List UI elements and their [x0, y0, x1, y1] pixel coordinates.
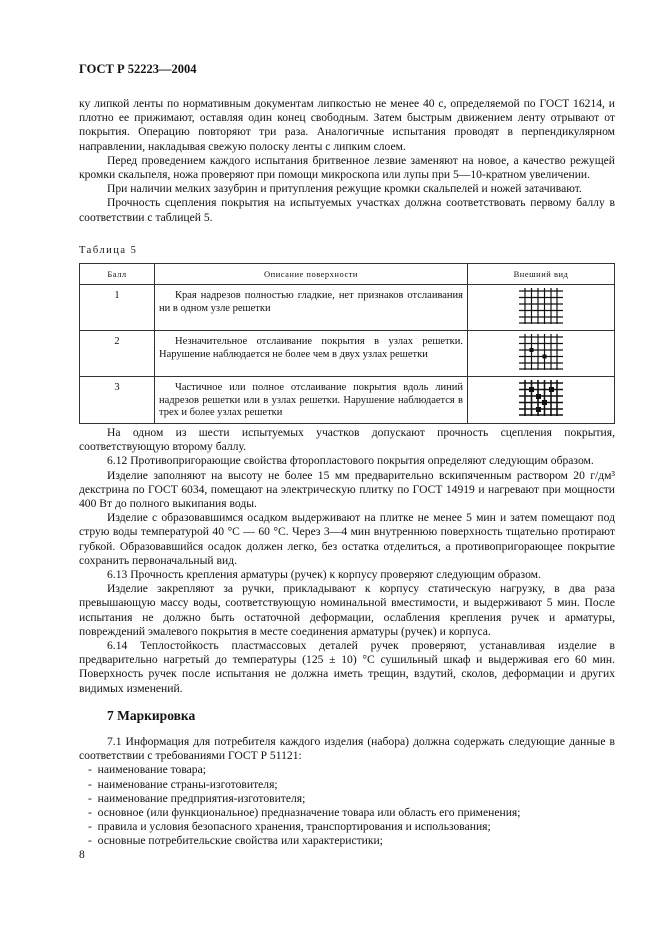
- page-header: ГОСТ Р 52223—2004: [79, 62, 197, 76]
- lattice-grade-3-image: [517, 379, 565, 417]
- header-score: Балл: [80, 264, 155, 285]
- description-cell: [155, 331, 468, 377]
- table-header-row: [80, 264, 615, 285]
- paragraph: 6.12 Противопригорающие свойства фторопластового покрытия определяют следующим образом.: [107, 454, 594, 468]
- score-cell: 1: [80, 285, 155, 331]
- lattice-grade-2-image: [517, 333, 565, 371]
- paragraph: ку липкой ленты по нормативным документам липкостью не менее 40 с, определяемой по ГОСТ 16214, и плотно ее прижимают, оставляя один конец свободным. Затем быстрым движением ленту отрывают от покрытия. Операцию повторяют три раза. Аналогичные испытания проводят в перпендикулярном направлении, накладывая свежую полоску ленты с липким слоем.: [79, 97, 615, 153]
- description-cell: [155, 285, 468, 331]
- list-item: - наименование товара;: [88, 763, 206, 777]
- table-row: [80, 377, 615, 424]
- paragraph: На одном из шести испытуемых участков допускают прочность сцепления покрытия, соответствующую второму баллу.: [79, 426, 615, 454]
- paragraph: Перед проведением каждого испытания бритвенное лезвие заменяют на новое, а качество режущей кромки скальпеля, ножа проверяют при помощи микроскопа или лупы при 5—10-кратном увеличении.: [79, 153, 615, 182]
- table-5: [79, 263, 615, 424]
- header-appearance: Внешний вид: [468, 264, 615, 285]
- paragraph: 7.1 Информация для потребителя каждого изделия (набора) должна содержать следующие данные в соответствии с требованиями ГОСТ Р 51121:: [79, 735, 615, 763]
- paragraph: Прочность сцепления покрытия на испытуемых участках должна соответствовать первому баллу в соответствии с таблицей 5.: [79, 196, 615, 224]
- description-text: Края надрезов полностью гладкие, нет признаков отслаивания ни в одном узле решетки: [159, 290, 463, 314]
- page-number: 8: [79, 849, 85, 861]
- paragraph: 6.14 Теплостойкость пластмассовых деталей ручек проверяют, устанавливая изделие в предварительно нагретый до температуры (125 ± 10) °С сушильный шкаф и выдерживая его 60 мин. Поверхность ручек после испытания не должна иметь трещин, вздутий, сколов, деформации и других видимых изменений.: [79, 639, 615, 695]
- middle-text-block: [79, 426, 615, 696]
- list-item: - наименование предприятия-изготовителя;: [88, 791, 306, 805]
- paragraph: Изделие закрепляют за ручки, прикладывают к корпусу статическую нагрузку, в два раза превышающую массу воды, соответствующую номинальной вместимости, и выдерживают 5 мин. После испытания не должно быть остаточной деформации, ослабления крепления ручек и арматуры, повреждений эмалевого покрытия в месте соединения арматуры (ручек) и корпуса.: [79, 582, 615, 638]
- paragraph: Изделие с образовавшимся осадком выдерживают на плитке не менее 5 мин и затем помещают под струю воды температурой 40 °С — 60 °С. Через 3—4 мин внутреннюю поверхность тщательно протирают губкой. Образовавшийся осадок должен легко, без остатка отделиться, а противопригорающее покрытие сохранить первоначальный вид.: [79, 511, 615, 567]
- appearance-cell: [468, 377, 615, 424]
- score-cell: 3: [80, 377, 155, 424]
- paragraph: При наличии мелких зазубрин и притупления режущие кромки скальпелей и ножей затачивают.: [107, 182, 582, 196]
- paragraph: 6.13 Прочность крепления арматуры (ручек) к корпусу проверяют следующим образом.: [107, 568, 541, 582]
- lattice-grade-1-image: [517, 287, 565, 325]
- list-item: - наименование страны-изготовителя;: [88, 777, 278, 791]
- top-text-block: [79, 97, 615, 225]
- list-item: - правила и условия безопасного хранения, транспортирования и использования;: [88, 820, 491, 834]
- bottom-text-block: [79, 735, 615, 849]
- table-caption: Таблица 5: [79, 245, 138, 256]
- list-item: - основные потребительские свойства или характеристики;: [88, 834, 383, 848]
- table-row: [80, 331, 615, 377]
- description-text: Частичное или полное отслаивание покрытия вдоль линий надрезов решетки или в узлах решетки. Нарушение наблюдается в трех и более узлах решетки: [159, 382, 463, 418]
- section-heading: 7 Маркировка: [107, 708, 196, 723]
- description-text: Незначительное отслаивание покрытия в узлах решетки. Нарушение наблюдается не более чем в двух узлах решетки: [159, 336, 463, 360]
- table-row: [80, 285, 615, 331]
- paragraph: Изделие заполняют на высоту не более 15 мм предварительно вскипяченным раствором 20 г/дм³ декстрина по ГОСТ 6034, помещают на электрическую плитку по ГОСТ 14919 и нагревают при мощности 400 Вт до полного выкипания воды.: [79, 468, 615, 511]
- description-cell: [155, 377, 468, 424]
- appearance-cell: [468, 331, 615, 377]
- score-cell: 2: [80, 331, 155, 377]
- header-description: Описание поверхности: [155, 264, 468, 285]
- list-item: - основное (или функциональное) предназначение товара или область его применения;: [88, 806, 521, 820]
- appearance-cell: [468, 285, 615, 331]
